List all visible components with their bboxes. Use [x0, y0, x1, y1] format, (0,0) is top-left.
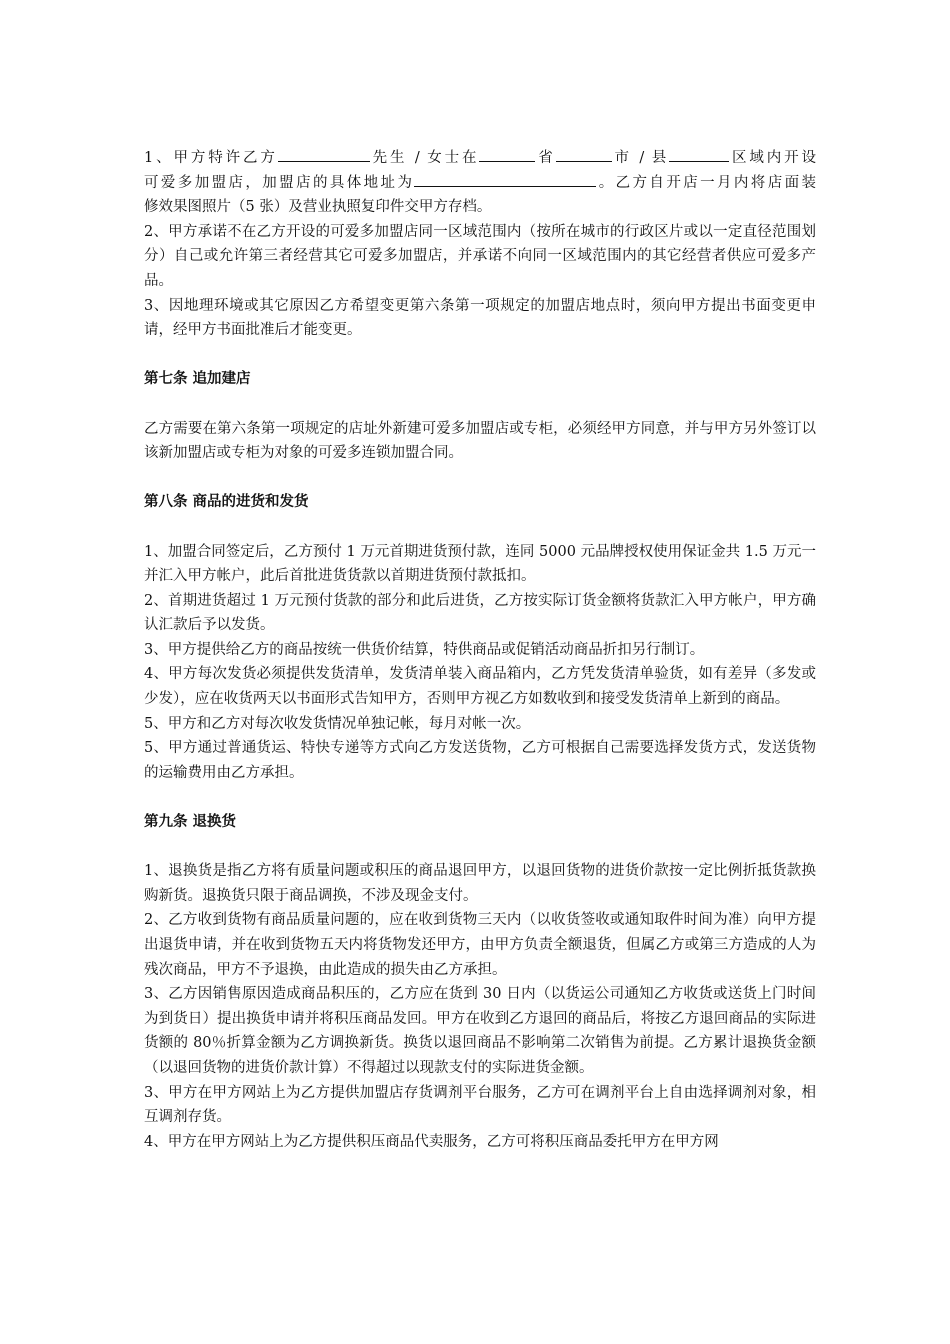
sec9-item: 3、乙方因销售原因造成商品积压的，乙方应在货到 30 日内（以货运公司通知乙方收货或送货上门时间为到货日）提出换货申请并将积压商品发回。甲方在收到乙方退回的商品后，将按乙方退回商品的实际进货额的 80％折算金额为乙方调换新货。换货以退回商品不影响第二次销售为前提。乙方累计退换货金额（以退回货物的进货价款计算）不得超过以现款支付的实际进货金额。: [144, 986, 816, 1076]
sec6-item1-text-g: 。乙方自开店一月内将店面装: [596, 174, 816, 191]
sec6-item1-text-d: 市 / 县: [611, 150, 670, 166]
sec8-item: 1、加盟合同签定后，乙方预付 1 万元首期进货预付款，连同 5000 元品牌授权使用保证金共 1.5 万元一并汇入甲方帐户，此后首批进货货款以首期进货预付款抵扣。: [144, 543, 816, 585]
sec6-item1-line2: [144, 171, 816, 196]
blank-province-field: [479, 146, 535, 162]
section7-heading: 第七条 追加建店: [144, 370, 251, 388]
sec6-item1-text-a: 1、甲方特许乙方: [144, 150, 278, 166]
section9-heading: 第九条 退换货: [144, 813, 237, 831]
blank-city-field: [556, 146, 612, 162]
blank-district-field: [669, 146, 729, 162]
sec9-item: 3、甲方在甲方网站上为乙方提供加盟店存货调剂平台服务，乙方可在调剂平台上自由选择调剂对象，相互调剂存货。: [144, 1084, 816, 1126]
sec6-item1-text-b: 先生 / 女士在: [369, 150, 480, 166]
sec8-item: 3、甲方提供给乙方的商品按统一供货价结算，特供商品或促销活动商品折扣另行制订。: [144, 641, 705, 658]
sec6-item1-line3: 修效果图照片（5 张）及营业执照复印件交甲方存档。: [144, 199, 492, 216]
sec8-item: 5、甲方和乙方对每次收发货情况单独记帐，每月对帐一次。: [144, 715, 531, 732]
section7-body: 乙方需要在第六条第一项规定的店址外新建可爱多加盟店或专柜，必须经甲方同意，并与甲方另外签订以该新加盟店或专柜为对象的可爱多连锁加盟合同。: [144, 420, 816, 462]
blank-name-field: [278, 146, 370, 162]
sec6-item3: 3、因地理环境或其它原因乙方希望变更第六条第一项规定的加盟店地点时，须向甲方提出书面变更申请，经甲方书面批准后才能变更。: [144, 297, 816, 339]
sec9-item: 1、退换货是指乙方将有质量问题或积压的商品退回甲方，以退回货物的进货价款按一定比例折抵货款换购新货。退换货只限于商品调换，不涉及现金支付。: [144, 863, 816, 904]
blank-address-field: [414, 171, 596, 187]
document-page: [144, 146, 816, 1154]
sec8-item: 4、甲方每次发货必须提供发货清单，发货清单装入商品箱内，乙方凭发货清单验货，如有差异（多发或少发），应在收货两天以书面形式告知甲方，否则甲方视乙方如数收到和接受发货清单上新到的商品。: [144, 666, 816, 708]
sec6-item1-text-f: 可爱多加盟店，加盟店的具体地址为: [144, 174, 415, 191]
sec8-item: 2、首期进货超过 1 万元预付货款的部分和此后进货，乙方按实际订货金额将货款汇入甲方帐户，甲方确认汇款后予以发货。: [144, 592, 816, 634]
sec6-item2: 2、甲方承诺不在乙方开设的可爱多加盟店同一区域范围内（按所在城市的行政区片或以一定直径范围划分）自己或允许第三者经营其它可爱多加盟店，并承诺不向同一区域范围内的其它经营者供应可爱多产品。: [144, 223, 816, 289]
sec9-item: 4、甲方在甲方网站上为乙方提供积压商品代卖服务，乙方可将积压商品委托甲方在甲方网: [144, 1133, 719, 1150]
section8-heading: 第八条 商品的进货和发货: [144, 493, 309, 511]
sec6-item1-text-c: 省: [535, 150, 556, 166]
sec6-item1-text-e: 区域内开设: [729, 150, 817, 166]
sec9-item: 2、乙方收到货物有商品质量问题的，应在收到货物三天内（以收货签收或通知取件时间为准）向甲方提出退货申请，并在收到货物五天内将货物发还甲方，由甲方负责全额退货，但属乙方或第三方造成的人为残次商品，甲方不予退换，由此造成的损失由乙方承担。: [144, 912, 816, 978]
sec6-item1-line1: [144, 146, 816, 171]
sec8-item: 5、甲方通过普通货运、特快专递等方式向乙方发送货物，乙方可根据自己需要选择发货方式，发送货物的运输费用由乙方承担。: [144, 740, 816, 781]
